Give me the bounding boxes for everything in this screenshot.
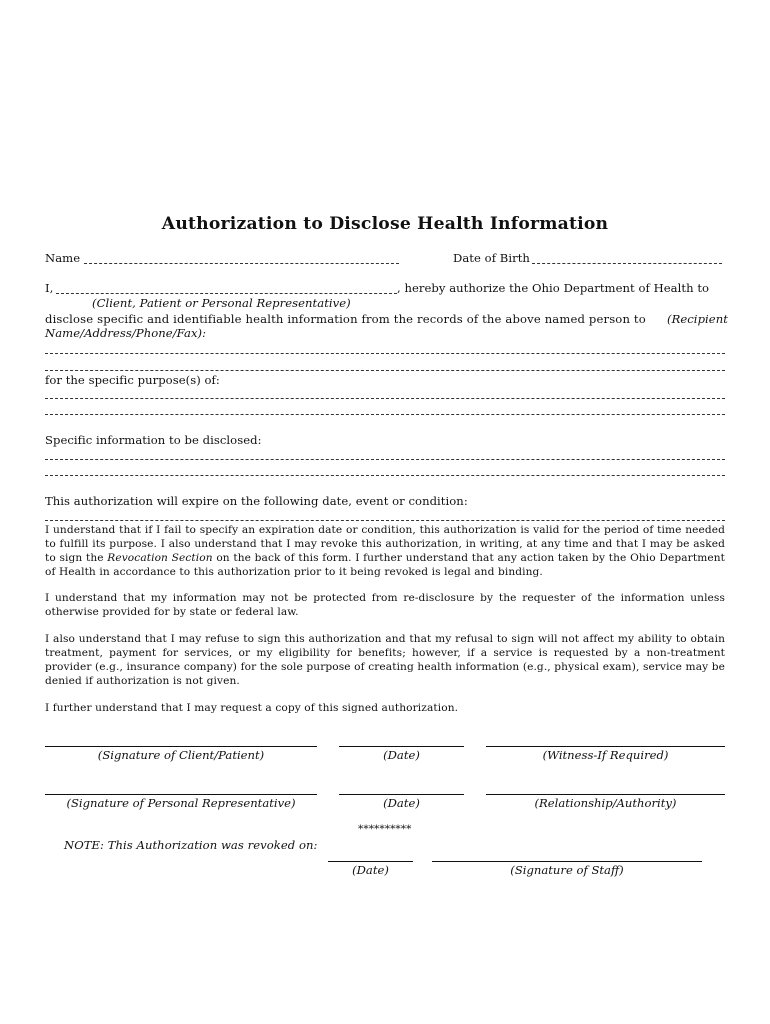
paragraph-expiration: I understand that if I fail to specify an expiration date or condition, this authorization is valid for the period of time needed to fulfill its purpose. I also understand that I may revoke this authorization, in writing, at any time and that I may be asked to sign the Revocation Section on the back of this form. I further understand that any action taken by the Ohio Department of Health in accordance to this authorization prior to it being revoked is legal and binding.: [45, 524, 725, 578]
purpose-line-1[interactable]: [45, 398, 725, 399]
form-title: Authorization to Disclose Health Information: [161, 214, 609, 234]
expire-label: This authorization will expire on the following date, event or condition:: [45, 494, 468, 508]
date-line-1[interactable]: [339, 746, 464, 747]
staff-signature-caption: (Signature of Staff): [510, 863, 624, 877]
disclose-text: disclose specific and identifiable health information from the records of the above named person to: [45, 312, 646, 326]
revocation-date-caption: (Date): [352, 863, 389, 877]
revoked-note: NOTE: This Authorization was revoked on:: [64, 838, 318, 852]
authorize-text: , hereby authorize the Ohio Department of Health to: [397, 281, 710, 295]
paragraph-redisclosure: I understand that my information may not be protected from re-disclosure by the requester of the information unless otherwise provided for by state or federal law.: [45, 592, 725, 618]
info-line-1[interactable]: [45, 459, 725, 460]
witness-signature-line[interactable]: [486, 746, 725, 747]
witness-caption: (Witness-If Required): [542, 748, 669, 762]
revocation-date-line[interactable]: [328, 861, 413, 862]
relationship-line[interactable]: [486, 794, 725, 795]
recipient-label-a: (Recipient: [667, 312, 728, 326]
purpose-label: for the specific purpose(s) of:: [45, 373, 220, 387]
info-line-2[interactable]: [45, 475, 725, 476]
name-label: Name: [45, 251, 81, 265]
representative-signature-caption: (Signature of Personal Representative): [66, 796, 296, 810]
date-line-2[interactable]: [339, 794, 464, 795]
purpose-line-2[interactable]: [45, 414, 725, 415]
paragraph-refusal: I also understand that I may refuse to sign this authorization and that my refusal to sign will not affect my ability to obtain treatment, payment for services, or my eligibility for benefits; however, if a service is requested by a non-treatment provider (e.g., insurance company) for the sole purpose of creating health information (e.g., physical exam), service may be denied if authorization is not given.: [45, 633, 725, 687]
paragraph-copy: I further understand that I may request a copy of this signed authorization.: [45, 702, 459, 714]
dob-field[interactable]: [532, 263, 722, 264]
i-label: I,: [45, 281, 54, 295]
name-field[interactable]: [84, 263, 399, 264]
dob-label: Date of Birth: [453, 251, 530, 265]
client-signature-line[interactable]: [45, 746, 317, 747]
date-caption-1: (Date): [383, 748, 420, 762]
recipient-line-2[interactable]: [45, 370, 725, 371]
expire-line[interactable]: [45, 520, 725, 521]
separator-stars: **********: [358, 823, 412, 835]
recipient-label-b: Name/Address/Phone/Fax):: [45, 326, 207, 340]
client-name-field[interactable]: [56, 293, 397, 294]
client-signature-caption: (Signature of Client/Patient): [97, 748, 265, 762]
staff-signature-line[interactable]: [432, 861, 702, 862]
client-caption: (Client, Patient or Personal Representative): [92, 296, 351, 310]
info-label: Specific information to be disclosed:: [45, 433, 262, 447]
relationship-caption: (Relationship/Authority): [534, 796, 677, 810]
recipient-line-1[interactable]: [45, 353, 725, 354]
representative-signature-line[interactable]: [45, 794, 317, 795]
date-caption-2: (Date): [383, 796, 420, 810]
